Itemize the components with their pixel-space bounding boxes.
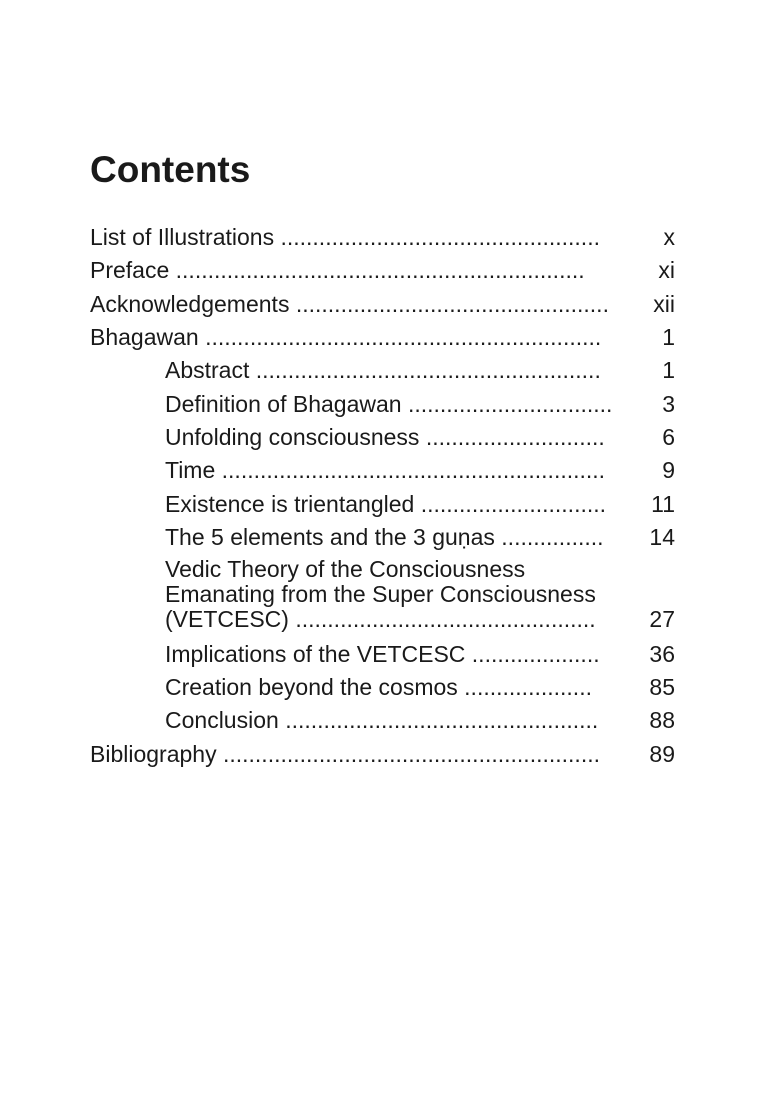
page-title: Contents bbox=[90, 149, 251, 190]
toc-entry-label: Abstract bbox=[165, 357, 256, 383]
toc-entry-bhagawan bbox=[90, 322, 675, 352]
toc-entry-page: 85 bbox=[643, 672, 675, 702]
toc-entry-page: 1 bbox=[656, 322, 675, 352]
toc-entry-definition-of-bhagawan bbox=[165, 389, 675, 419]
toc-entry-leader: ................................................. bbox=[295, 291, 609, 317]
toc-entry-implications-of-vetcesc bbox=[165, 639, 675, 669]
toc-entry-label: List of Illustrations bbox=[90, 224, 281, 250]
toc-entry-time bbox=[165, 455, 675, 485]
toc-entry-label: Unfolding consciousness bbox=[165, 424, 426, 450]
toc-entry-unfolding-consciousness bbox=[165, 422, 675, 452]
toc-entry-leader: ............................................... bbox=[295, 606, 596, 632]
toc-entry-label-line-1: Vedic Theory of the Consciousness bbox=[165, 556, 526, 582]
toc-entry-page: 9 bbox=[656, 455, 675, 485]
toc-entry-5-elements-3-gunas bbox=[165, 522, 675, 552]
toc-entry-leader: .................... bbox=[464, 674, 592, 700]
toc-entry-page: xii bbox=[647, 289, 675, 319]
toc-entry-label: Definition of Bhagawan bbox=[165, 391, 408, 417]
toc-entry-label: Existence is trientangled bbox=[165, 491, 421, 517]
toc-entry-existence-is-trientangled bbox=[165, 489, 675, 519]
toc-entry-label: Creation beyond the cosmos bbox=[165, 674, 465, 700]
toc-entry-leader: .................................................. bbox=[280, 224, 600, 250]
toc-entry-page: 14 bbox=[643, 522, 675, 552]
toc-entry-leader: ................................................. bbox=[285, 707, 599, 733]
toc-entry-preface bbox=[90, 255, 675, 285]
toc-entry-page: 1 bbox=[656, 355, 675, 385]
toc-entry-label: Bhagawan bbox=[90, 324, 206, 350]
toc-entry-vedic-theory bbox=[165, 557, 675, 632]
toc-entry-label: The 5 elements and the 3 guṇas bbox=[165, 524, 502, 550]
toc-entry-leader: ........................................................... bbox=[222, 741, 600, 767]
toc-entry-page: 88 bbox=[643, 705, 675, 735]
toc-entry-label-line-3 bbox=[165, 607, 675, 632]
toc-entry-page: 36 bbox=[643, 639, 675, 669]
toc-entry-conclusion bbox=[165, 705, 675, 735]
toc-entry-label: (VETCESC) bbox=[165, 606, 296, 632]
toc-entry-label: Time bbox=[165, 457, 222, 483]
toc-entry-page: 3 bbox=[656, 389, 675, 419]
toc-entry-label: Bibliography bbox=[90, 741, 223, 767]
toc-entry-leader: .................... bbox=[471, 641, 600, 667]
toc-entry-leader: ................................ bbox=[407, 391, 613, 417]
toc-entry-page: 27 bbox=[643, 607, 675, 632]
toc-entry-leader: ............................................................ bbox=[221, 457, 606, 483]
toc-entry-label: Preface bbox=[90, 257, 176, 283]
toc-entry-creation-beyond-cosmos bbox=[165, 672, 675, 702]
toc-entry-leader: ............................. bbox=[420, 491, 607, 517]
toc-entry-leader: .............................................................. bbox=[205, 324, 602, 350]
toc-entry-label: Implications of the VETCESC bbox=[165, 641, 472, 667]
toc-entry-label: Acknowledgements bbox=[90, 291, 296, 317]
toc-entry-label: Conclusion bbox=[165, 707, 286, 733]
toc-entry-list-of-illustrations bbox=[90, 222, 675, 252]
toc-entry-page: xi bbox=[652, 255, 675, 285]
toc-entry-bibliography bbox=[90, 739, 675, 769]
toc-entry-leader: ................ bbox=[501, 524, 604, 550]
toc-entry-leader: ............................ bbox=[425, 424, 605, 450]
toc-entry-page: 6 bbox=[656, 422, 675, 452]
toc-entry-acknowledgements bbox=[90, 289, 675, 319]
toc-entry-leader: ................................................................ bbox=[175, 257, 585, 283]
toc-entry-page: 11 bbox=[645, 489, 675, 519]
toc-entry-leader: ...................................................... bbox=[255, 357, 601, 383]
toc-entry-page: x bbox=[658, 222, 676, 252]
toc-entry-label-line-2: Emanating from the Super Consciousness bbox=[165, 581, 596, 607]
toc-entry-page: 89 bbox=[643, 739, 675, 769]
toc-entry-abstract bbox=[165, 355, 675, 385]
